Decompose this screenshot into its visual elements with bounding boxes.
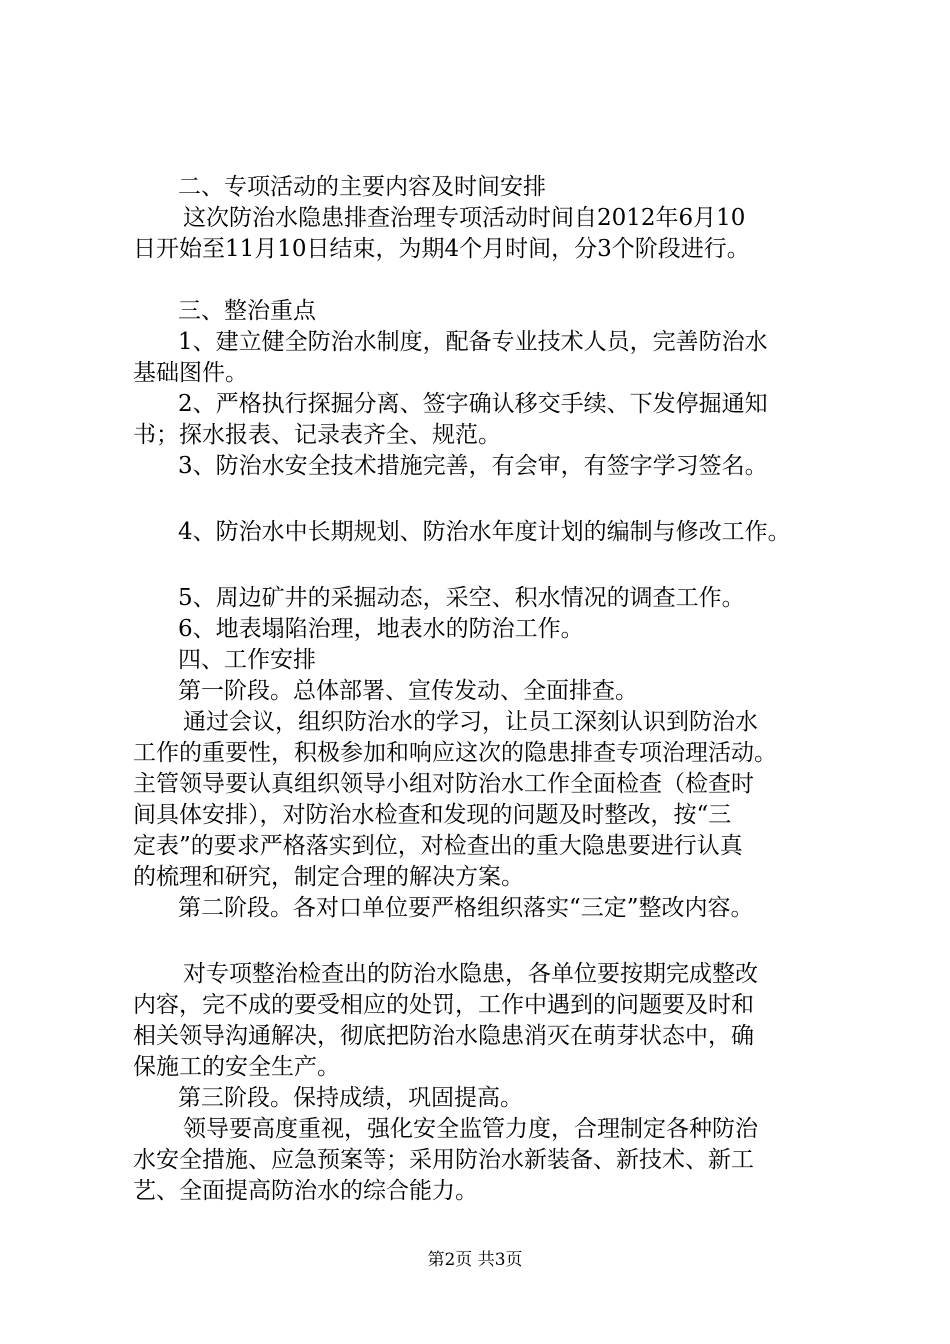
section-heading-4: 四、工作安排	[178, 647, 316, 673]
list-item-continued: 基础图件。	[133, 360, 248, 386]
phase-heading: 第二阶段。各对口单位要严格组织落实“三定”整改内容。	[178, 895, 754, 921]
paragraph-line: 对专项整治检查出的防治水隐患，各单位要按期完成整改	[183, 961, 758, 987]
paragraph-line: 保施工的安全生产。	[133, 1054, 340, 1080]
paragraph-line: 间具体安排），对防治水检查和发现的问题及时整改，按“三	[133, 802, 732, 828]
paragraph-line: 这次防治水隐患排查治理专项活动时间自2012年6月10	[183, 205, 746, 231]
list-item: 4、防治水中长期规划、防治水年度计划的编制与修改工作。	[178, 519, 791, 545]
paragraph-line: 水安全措施、应急预案等；采用防治水新装备、新技术、新工	[133, 1147, 754, 1173]
section-heading-3: 三、整治重点	[178, 298, 316, 324]
phase-heading: 第一阶段。总体部署、宣传发动、全面排查。	[178, 678, 638, 704]
paragraph-line: 艺、全面提高防治水的综合能力。	[133, 1178, 478, 1204]
page-number: 第2页 共3页	[427, 1250, 523, 1270]
paragraph-line: 内容，完不成的要受相应的处罚，工作中遇到的问题要及时和	[133, 992, 754, 1018]
list-item: 5、周边矿井的采掘动态，采空、积水情况的调查工作。	[178, 585, 745, 611]
document-body	[133, 172, 833, 1207]
list-item: 1、建立健全防治水制度，配备专业技术人员，完善防治水	[178, 329, 768, 355]
paragraph-line: 的梳理和研究，制定合理的解决方案。	[133, 864, 524, 890]
paragraph-line: 工作的重要性，积极参加和响应这次的隐患排查专项治理活动。	[133, 740, 777, 766]
list-item-continued: 书；探水报表、记录表齐全、规范。	[133, 422, 501, 448]
list-item: 2、严格执行探掘分离、签字确认移交手续、下发停掘通知	[178, 391, 768, 417]
list-item: 3、防治水安全技术措施完善，有会审，有签字学习签名。	[178, 453, 768, 479]
paragraph-line: 相关领导沟通解决，彻底把防治水隐患消灭在萌芽状态中，确	[133, 1023, 754, 1049]
paragraph-line: 通过会议，组织防治水的学习，让员工深刻认识到防治水	[183, 709, 758, 735]
paragraph-line: 领导要高度重视，强化安全监管力度，合理制定各种防治	[183, 1116, 758, 1142]
paragraph-line: 主管领导要认真组织领导小组对防治水工作全面检查（检查时	[133, 771, 754, 797]
list-item: 6、地表塌陷治理，地表水的防治工作。	[178, 616, 584, 642]
paragraph-line: 日开始至11月10日结束，为期4个月时间，分3个阶段进行。	[133, 236, 750, 262]
paragraph-line: 定表”的要求严格落实到位，对检查出的重大隐患要进行认真	[133, 833, 743, 859]
phase-heading: 第三阶段。保持成绩，巩固提高。	[178, 1085, 523, 1111]
section-heading-2: 二、专项活动的主要内容及时间安排	[178, 174, 546, 200]
